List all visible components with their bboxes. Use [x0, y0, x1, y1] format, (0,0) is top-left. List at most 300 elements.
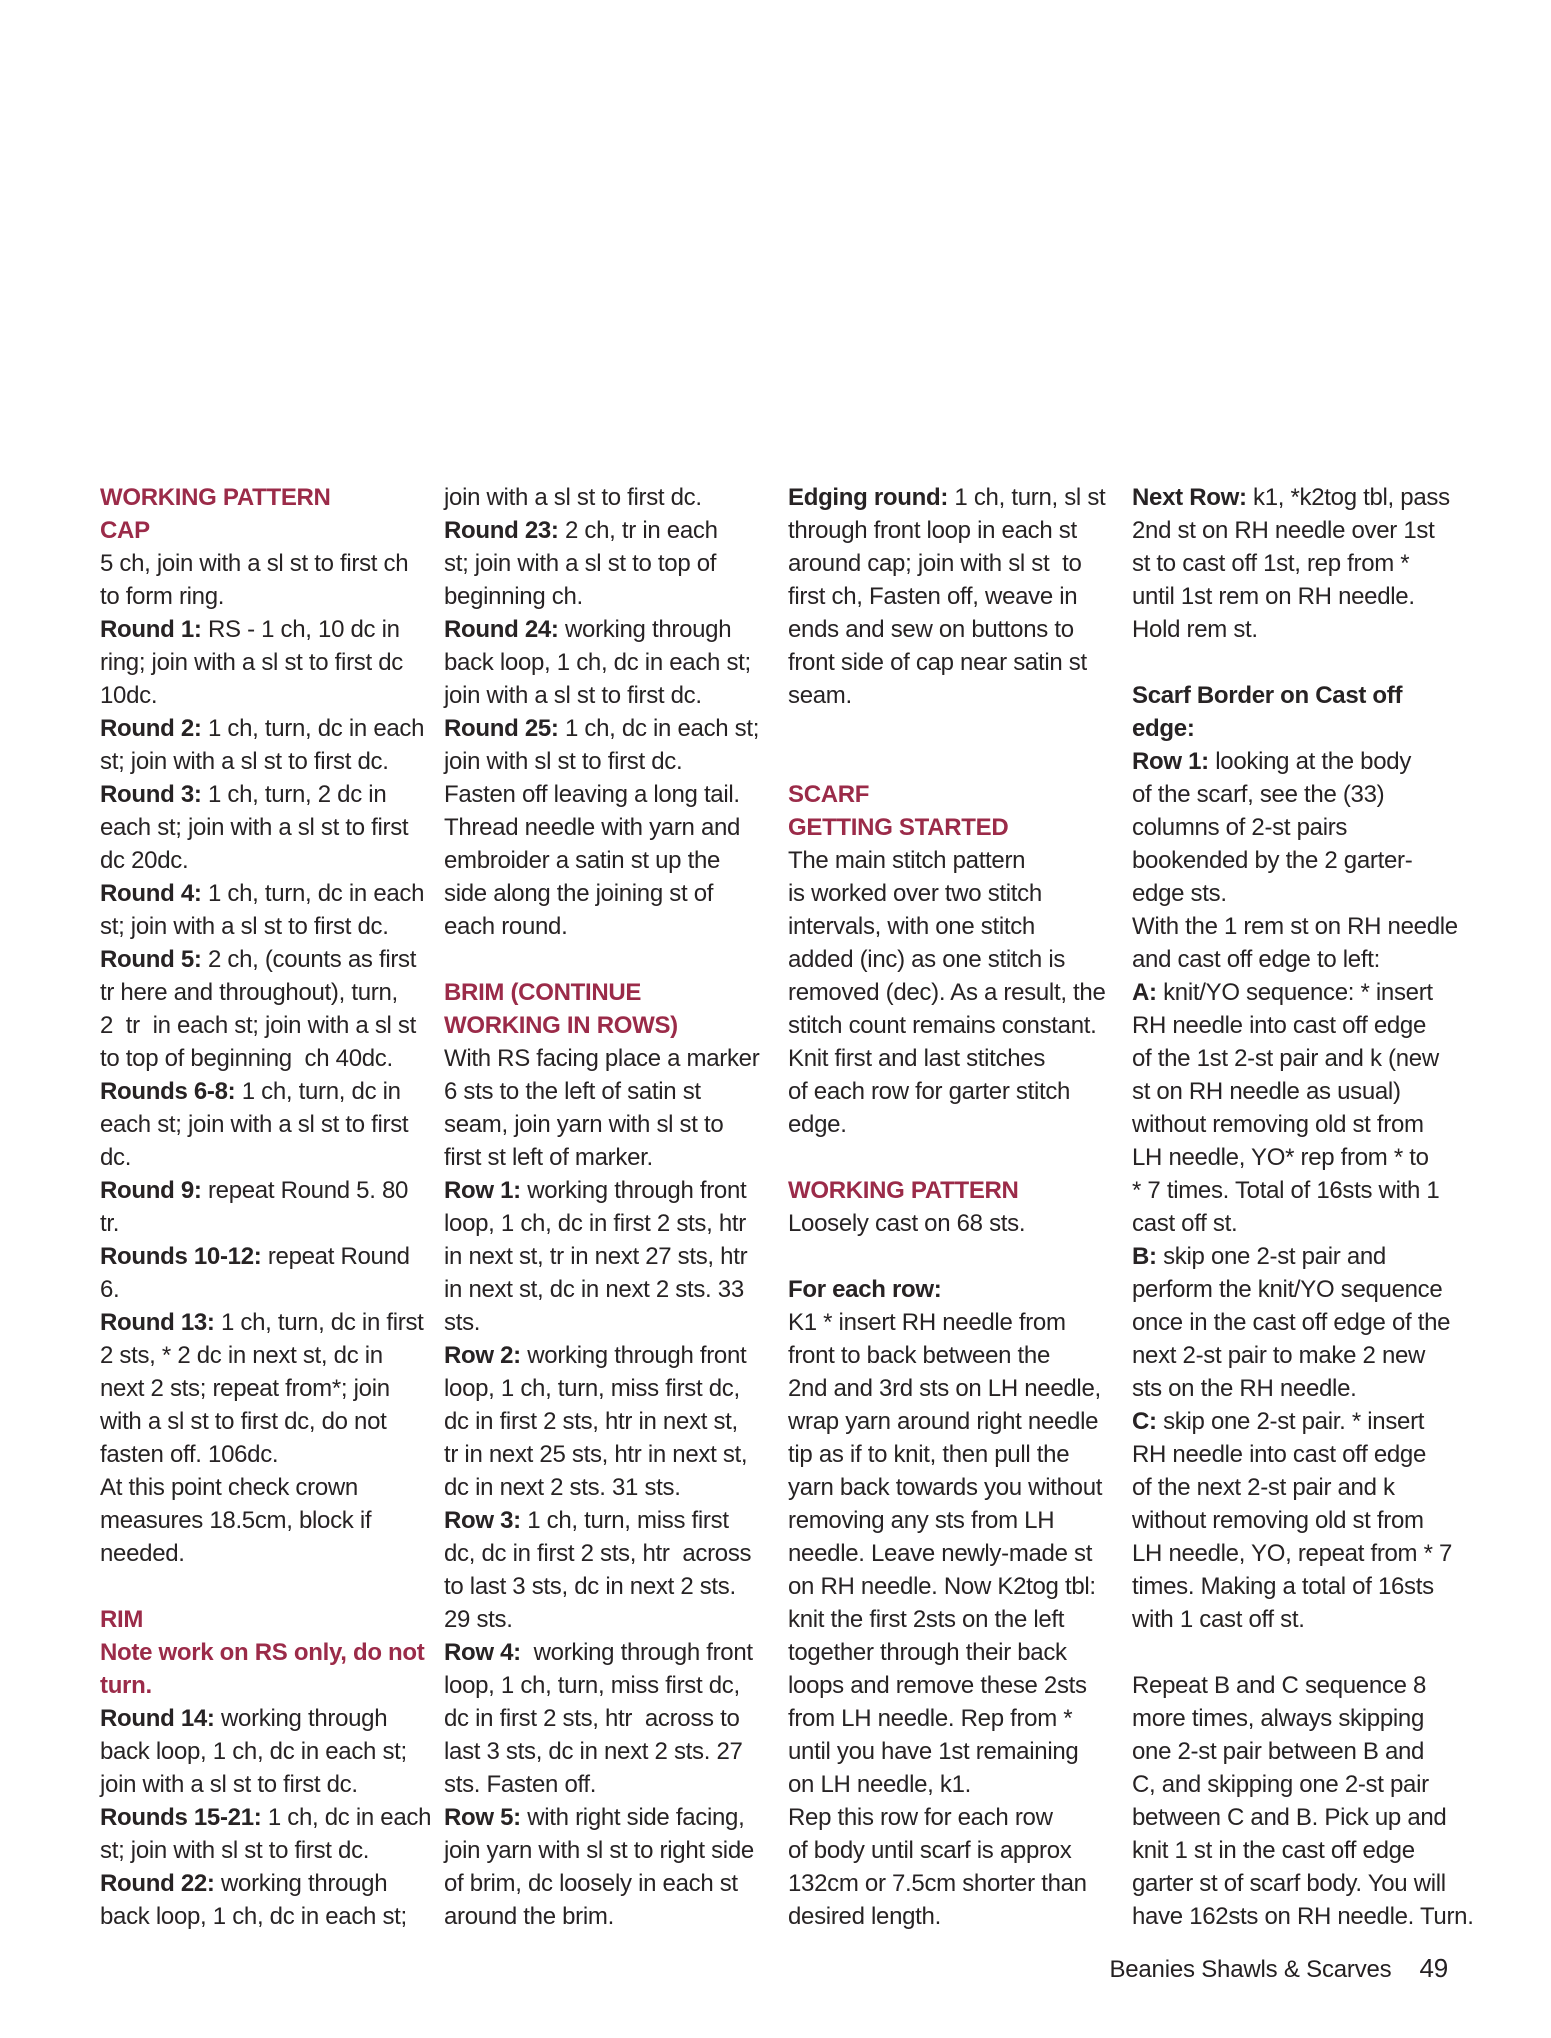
text-run: knit/YO sequence: * insert — [1156, 979, 1433, 1006]
text-run: times. Making a total of 16sts — [1132, 1573, 1434, 1600]
text-run: With RS facing place a marker — [444, 1045, 760, 1072]
paragraph — [1132, 745, 1458, 1636]
bold-run: Row 3: — [444, 1507, 521, 1534]
text-line — [1132, 547, 1454, 580]
text-line — [1132, 1768, 1454, 1801]
text-line — [1132, 1306, 1454, 1339]
page-number: 49 — [1419, 1953, 1448, 1983]
text-run: LH needle, YO, repeat from * 7 — [1132, 1540, 1453, 1567]
text-run: to form ring. — [100, 583, 225, 610]
text-run: loops and remove these 2sts — [788, 1672, 1087, 1699]
text-run: bookended by the 2 garter- — [1132, 847, 1413, 874]
text-run: is worked over two stitch — [788, 880, 1042, 907]
text-line — [1132, 1702, 1454, 1735]
text-run: with a sl st to first dc, do not — [100, 1408, 387, 1435]
text-line — [1132, 1603, 1454, 1636]
text-line — [788, 1603, 1110, 1636]
text-run: stitch count remains constant. — [788, 1012, 1097, 1039]
text-line — [788, 1207, 1110, 1240]
bold-run: Round 24: — [444, 616, 559, 643]
paragraph — [100, 1702, 432, 1933]
text-run: measures 18.5cm, block if — [100, 1507, 372, 1534]
text-line — [788, 1471, 1110, 1504]
text-line — [444, 1141, 766, 1174]
text-run: 1 ch, turn, sl st — [948, 484, 1106, 511]
text-run: K1 * insert RH needle from — [788, 1309, 1066, 1336]
text-line — [1132, 745, 1454, 778]
text-run: on RH needle. Now K2tog tbl: — [788, 1573, 1096, 1600]
text-line — [100, 580, 422, 613]
text-run: back loop, 1 ch, dc in each st; — [100, 1738, 407, 1765]
text-run: skip one 2-st pair and — [1156, 1243, 1386, 1270]
text-line — [100, 1537, 422, 1570]
text-line — [100, 1009, 422, 1042]
paragraph — [788, 844, 1110, 1141]
bold-run: Round 9: — [100, 1177, 202, 1204]
text-run: looking at the body — [1208, 748, 1412, 775]
text-run: 1 ch, dc in each st; — [558, 715, 760, 742]
text-line — [100, 514, 422, 547]
text-run: of brim, dc loosely in each st — [444, 1870, 738, 1897]
text-run: removed (dec). As a result, the — [788, 979, 1106, 1006]
text-line — [788, 1867, 1110, 1900]
bold-run: Round 3: — [100, 781, 202, 808]
text-run: intervals, with one stitch — [788, 913, 1035, 940]
text-run: each round. — [444, 913, 568, 940]
text-run: edge sts. — [1132, 880, 1227, 907]
text-line — [444, 745, 766, 778]
text-line — [444, 1834, 766, 1867]
text-run: 10dc. — [100, 682, 158, 709]
text-line — [100, 1636, 425, 1669]
text-line — [444, 877, 766, 910]
paragraph — [1132, 1669, 1474, 1933]
text-run: from LH needle. Rep from * — [788, 1705, 1073, 1732]
text-line — [444, 1537, 766, 1570]
text-run: dc in next 2 sts. 31 sts. — [444, 1474, 681, 1501]
section-heading — [444, 976, 766, 1042]
text-run: yarn back towards you without — [788, 1474, 1103, 1501]
bold-run: Scarf Border on Cast off — [1132, 682, 1403, 709]
section-heading — [788, 778, 1110, 844]
text-run: loop, 1 ch, dc in first 2 sts, htr — [444, 1210, 746, 1237]
text-run: 6 sts to the left of satin st — [444, 1078, 701, 1105]
text-run: of the next 2-st pair and k — [1132, 1474, 1395, 1501]
text-run: join with sl st to first dc. — [444, 748, 683, 775]
text-line — [444, 1636, 766, 1669]
text-run: 29 sts. — [444, 1606, 513, 1633]
text-run: without removing old st from — [1132, 1111, 1424, 1138]
text-line — [788, 613, 1110, 646]
text-line — [788, 514, 1110, 547]
text-line — [788, 844, 1110, 877]
text-run: until 1st rem on RH needle. — [1132, 583, 1415, 610]
text-run: cast off st. — [1132, 1210, 1238, 1237]
text-run: st on RH needle as usual) — [1132, 1078, 1401, 1105]
text-line — [100, 481, 422, 514]
text-run: 2 tr in each st; join with a sl st — [100, 1012, 417, 1039]
text-line — [788, 1339, 1110, 1372]
text-line — [1132, 1174, 1454, 1207]
text-line — [788, 1537, 1110, 1570]
text-line — [444, 547, 766, 580]
text-line — [444, 1735, 766, 1768]
text-run: 2nd st on RH needle over 1st — [1132, 517, 1435, 544]
text-run: st; join with sl st to first dc. — [100, 1837, 370, 1864]
bold-run: C: — [1132, 1408, 1157, 1435]
text-run: removing any sts from LH — [788, 1507, 1055, 1534]
bold-run: turn. — [100, 1672, 152, 1699]
text-line — [444, 976, 766, 1009]
paragraph — [788, 1273, 1110, 1306]
text-line — [1132, 1801, 1454, 1834]
text-line — [1132, 712, 1454, 745]
text-run: 1 ch, dc in each — [261, 1804, 432, 1831]
text-run: back loop, 1 ch, dc in each st; — [100, 1903, 407, 1930]
bold-run: WORKING PATTERN — [100, 484, 331, 511]
bold-run: SCARF — [788, 781, 870, 808]
text-run: around cap; join with sl st to — [788, 550, 1082, 577]
text-run: dc, dc in first 2 sts, htr across — [444, 1540, 752, 1567]
text-run: st; join with a sl st to first dc. — [100, 913, 389, 940]
text-run: more times, always skipping — [1132, 1705, 1425, 1732]
text-line — [100, 1108, 422, 1141]
text-line — [1132, 943, 1454, 976]
text-run: with right side facing, — [520, 1804, 745, 1831]
text-line — [788, 1009, 1110, 1042]
bold-run: Round 4: — [100, 880, 202, 907]
text-run: together through their back — [788, 1639, 1067, 1666]
text-run: 132cm or 7.5cm shorter than — [788, 1870, 1087, 1897]
text-line — [444, 1306, 766, 1339]
text-run: 1 ch, turn, dc in first — [214, 1309, 424, 1336]
text-line — [1132, 1669, 1454, 1702]
text-line — [1132, 1207, 1454, 1240]
text-run: through front loop in each st — [788, 517, 1077, 544]
paragraph — [788, 481, 1110, 712]
paragraph — [788, 1306, 1110, 1933]
text-line — [1132, 1537, 1454, 1570]
text-line — [788, 1570, 1110, 1603]
text-run: without removing old st from — [1132, 1507, 1424, 1534]
text-run: 2 sts, * 2 dc in next st, dc in — [100, 1342, 383, 1369]
text-line — [788, 580, 1110, 613]
text-run: wrap yarn around right needle — [788, 1408, 1099, 1435]
text-run: At this point check crown — [100, 1474, 358, 1501]
text-run: to last 3 sts, dc in next 2 sts. — [444, 1573, 736, 1600]
text-line — [1132, 1108, 1454, 1141]
text-run: each st; join with a sl st to first — [100, 814, 409, 841]
bold-run: CAP — [100, 517, 150, 544]
text-line — [1132, 976, 1454, 1009]
text-line — [100, 1834, 422, 1867]
text-line — [1132, 1438, 1454, 1471]
text-line — [788, 1372, 1110, 1405]
text-line — [1132, 613, 1454, 646]
text-run: * 7 times. Total of 16sts with 1 — [1132, 1177, 1440, 1204]
text-run: 2nd and 3rd sts on LH needle, — [788, 1375, 1101, 1402]
text-line — [788, 1174, 1110, 1207]
paragraph — [444, 1042, 766, 1933]
text-line — [1132, 1735, 1454, 1768]
text-line — [788, 1438, 1110, 1471]
text-run: with 1 cast off st. — [1132, 1606, 1305, 1633]
text-line — [788, 1636, 1110, 1669]
paragraph — [1132, 481, 1454, 646]
text-run: st; join with a sl st to first dc. — [100, 748, 389, 775]
text-line — [100, 1669, 422, 1702]
text-run: join with a sl st to first dc. — [444, 484, 702, 511]
text-line — [100, 1735, 422, 1768]
text-run: 5 ch, join with a sl st to first ch — [100, 550, 409, 577]
text-run: 1 ch, turn, dc in each — [201, 715, 425, 742]
text-run: RH needle into cast off edge — [1132, 1012, 1427, 1039]
text-run: tip as if to knit, then pull the — [788, 1441, 1070, 1468]
text-line — [788, 481, 1110, 514]
text-run: The main stitch pattern — [788, 847, 1026, 874]
text-line — [788, 811, 1110, 844]
text-line — [788, 877, 1110, 910]
bold-run: Round 25: — [444, 715, 559, 742]
text-line — [1132, 910, 1458, 943]
text-run: between C and B. Pick up and — [1132, 1804, 1447, 1831]
text-run: of the 1st 2-st pair and k (new — [1132, 1045, 1439, 1072]
text-line — [1132, 1009, 1454, 1042]
text-run: 1 ch, turn, miss first — [520, 1507, 729, 1534]
page-footer — [100, 1953, 1448, 1985]
text-run: join with a sl st to first dc. — [444, 682, 702, 709]
text-run: 1 ch, turn, dc in — [235, 1078, 401, 1105]
text-run: desired length. — [788, 1903, 941, 1930]
text-line — [100, 778, 422, 811]
text-line — [788, 778, 1110, 811]
text-line — [100, 547, 422, 580]
text-line — [1132, 1867, 1454, 1900]
text-run: once in the cast off edge of the — [1132, 1309, 1451, 1336]
text-run: working through front — [520, 1177, 747, 1204]
text-line — [100, 1867, 422, 1900]
text-run: 2 ch, (counts as first — [201, 946, 417, 973]
text-line — [1132, 1834, 1454, 1867]
text-line — [788, 1108, 1110, 1141]
text-line — [444, 1867, 766, 1900]
text-line — [1132, 1471, 1454, 1504]
text-run: Knit first and last stitches — [788, 1045, 1046, 1072]
text-line — [788, 1702, 1110, 1735]
text-run: in next st, tr in next 27 sts, htr — [444, 1243, 748, 1270]
text-run: working through — [214, 1705, 388, 1732]
text-line — [100, 1372, 422, 1405]
text-line — [1132, 514, 1454, 547]
text-line — [100, 1339, 422, 1372]
text-line — [100, 811, 422, 844]
text-line — [788, 1735, 1110, 1768]
text-line — [788, 646, 1110, 679]
column-2 — [444, 481, 766, 1933]
bold-run: B: — [1132, 1243, 1157, 1270]
text-line — [788, 1306, 1110, 1339]
text-run: working through front — [520, 1342, 747, 1369]
text-line — [444, 514, 766, 547]
text-run: in next st, dc in next 2 sts. 33 — [444, 1276, 744, 1303]
text-run: working through — [558, 616, 732, 643]
text-line — [444, 1207, 766, 1240]
section-heading — [100, 1603, 425, 1702]
text-run: k1, *k2tog tbl, pass — [1246, 484, 1450, 511]
text-line — [100, 1702, 422, 1735]
text-run: back loop, 1 ch, dc in each st; — [444, 649, 751, 676]
text-line — [1132, 481, 1454, 514]
bold-run: Note work on RS only, do not — [100, 1639, 425, 1666]
bold-run: Next Row: — [1132, 484, 1247, 511]
text-run: repeat Round — [261, 1243, 410, 1270]
text-line — [1132, 1339, 1454, 1372]
text-line — [100, 1438, 422, 1471]
text-line — [100, 1405, 422, 1438]
text-line — [444, 1504, 766, 1537]
text-run: 2 ch, tr in each — [558, 517, 718, 544]
text-line — [100, 844, 422, 877]
bold-run: Round 2: — [100, 715, 202, 742]
text-line — [444, 1471, 766, 1504]
text-line — [1132, 1405, 1454, 1438]
text-line — [100, 943, 422, 976]
paragraph — [1132, 679, 1454, 745]
bold-run: Round 13: — [100, 1309, 215, 1336]
text-line — [788, 1900, 1110, 1933]
text-run: have 162sts on RH needle. Turn. — [1132, 1903, 1474, 1930]
text-line — [788, 1075, 1110, 1108]
bold-run: Round 14: — [100, 1705, 215, 1732]
text-line — [444, 1273, 766, 1306]
text-run: edge. — [788, 1111, 847, 1138]
text-line — [788, 943, 1110, 976]
text-run: Rep this row for each row — [788, 1804, 1053, 1831]
text-run: Thread needle with yarn and — [444, 814, 741, 841]
text-line — [444, 1900, 766, 1933]
text-run: one 2-st pair between B and — [1132, 1738, 1425, 1765]
text-line — [444, 1405, 766, 1438]
column-3 — [788, 481, 1110, 1933]
text-line — [1132, 1900, 1474, 1933]
text-line — [788, 1504, 1110, 1537]
text-line — [100, 1471, 422, 1504]
text-line — [788, 976, 1110, 1009]
text-run: Hold rem st. — [1132, 616, 1258, 643]
text-run: around the brim. — [444, 1903, 614, 1930]
text-line — [1132, 1141, 1454, 1174]
text-line — [444, 1438, 766, 1471]
text-line — [444, 1075, 766, 1108]
text-run: first st left of marker. — [444, 1144, 653, 1171]
text-run: last 3 sts, dc in next 2 sts. 27 — [444, 1738, 743, 1765]
text-line — [444, 1702, 766, 1735]
bold-run: A: — [1132, 979, 1157, 1006]
text-line — [1132, 1372, 1454, 1405]
text-run: seam, join yarn with sl st to — [444, 1111, 724, 1138]
text-line — [444, 1603, 766, 1636]
bold-run: Row 2: — [444, 1342, 521, 1369]
text-run: embroider a satin st up the — [444, 847, 721, 874]
text-line — [444, 778, 766, 811]
bold-run: Row 1: — [444, 1177, 521, 1204]
text-line — [444, 646, 766, 679]
text-line — [788, 1768, 1110, 1801]
bold-run: WORKING PATTERN — [788, 1177, 1019, 1204]
bold-run: Row 5: — [444, 1804, 521, 1831]
text-line — [100, 1174, 422, 1207]
text-line — [100, 1273, 422, 1306]
text-line — [1132, 1570, 1454, 1603]
text-line — [444, 1372, 766, 1405]
text-line — [444, 910, 766, 943]
text-run: until you have 1st remaining — [788, 1738, 1079, 1765]
text-run: knit the first 2sts on the left — [788, 1606, 1065, 1633]
text-line — [788, 1669, 1110, 1702]
text-line — [788, 1834, 1110, 1867]
text-line — [788, 1801, 1110, 1834]
text-run: first ch, Fasten off, weave in — [788, 583, 1078, 610]
text-run: sts. — [444, 1309, 481, 1336]
column-1 — [100, 481, 432, 1933]
text-line — [100, 1504, 422, 1537]
text-run: garter st of scarf body. You will — [1132, 1870, 1446, 1897]
text-line — [444, 580, 766, 613]
text-run: LH needle, YO* rep from * to — [1132, 1144, 1429, 1171]
text-run: beginning ch. — [444, 583, 583, 610]
text-line — [100, 679, 422, 712]
text-line — [1132, 1504, 1454, 1537]
text-run: loop, 1 ch, turn, miss first dc, — [444, 1672, 740, 1699]
text-run: added (inc) as one stitch is — [788, 946, 1066, 973]
text-run: working through — [214, 1870, 388, 1897]
footer-title: Beanies Shawls & Scarves — [1109, 1956, 1392, 1983]
text-run: sts on the RH needle. — [1132, 1375, 1357, 1402]
text-run: Loosely cast on 68 sts. — [788, 1210, 1026, 1237]
text-line — [444, 1108, 766, 1141]
text-line — [100, 1900, 422, 1933]
text-line — [1132, 811, 1454, 844]
text-run: and cast off edge to left: — [1132, 946, 1380, 973]
text-run: skip one 2-st pair. * insert — [1156, 1408, 1425, 1435]
bold-run: Row 4: — [444, 1639, 521, 1666]
bold-run: edge: — [1132, 715, 1195, 742]
text-line — [444, 844, 766, 877]
paragraph — [100, 547, 425, 1570]
text-run: of the scarf, see the (33) — [1132, 781, 1385, 808]
text-run: fasten off. 106dc. — [100, 1441, 279, 1468]
text-line — [788, 1273, 1110, 1306]
text-run: perform the knit/YO sequence — [1132, 1276, 1443, 1303]
text-line — [1132, 679, 1454, 712]
text-run: dc 20dc. — [100, 847, 189, 874]
text-run: each st; join with a sl st to first — [100, 1111, 409, 1138]
text-run: of body until scarf is approx — [788, 1837, 1072, 1864]
text-line — [788, 1405, 1110, 1438]
text-line — [444, 1009, 766, 1042]
text-run: tr. — [100, 1210, 120, 1237]
text-line — [444, 712, 766, 745]
bold-run: BRIM (CONTINUE — [444, 979, 642, 1006]
text-run: next 2 sts; repeat from*; join — [100, 1375, 390, 1402]
text-run: next 2-st pair to make 2 new — [1132, 1342, 1426, 1369]
text-run: dc. — [100, 1144, 132, 1171]
bold-run: Row 1: — [1132, 748, 1209, 775]
text-run: dc in first 2 sts, htr in next st, — [444, 1408, 738, 1435]
text-line — [1132, 877, 1454, 910]
bold-run: WORKING IN ROWS) — [444, 1012, 678, 1039]
paragraph — [444, 481, 766, 943]
